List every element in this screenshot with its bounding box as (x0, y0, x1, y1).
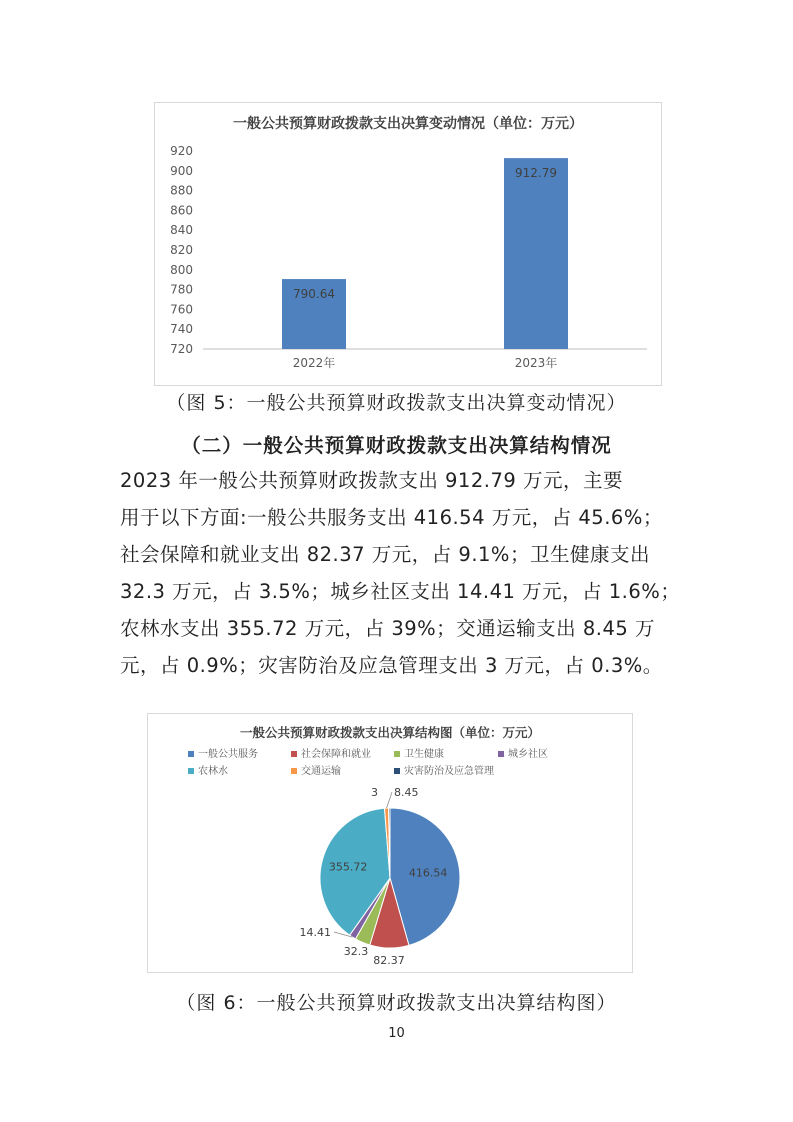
legend-swatch (498, 751, 504, 757)
paragraph-line: 社会保障和就业支出 82.37 万元，占 9.1%；卫生健康支出 (120, 543, 650, 566)
page-number: 10 (388, 1026, 405, 1041)
paragraph-line: 2023 年一般公共预算财政拨款支出 912.79 万元，主要 (120, 469, 623, 492)
legend-swatch (188, 768, 194, 774)
legend-label: 农林水 (198, 766, 228, 777)
figure-6-caption: （图 6：一般公共预算财政拨款支出决算结构图） (176, 992, 617, 1014)
bar-data-label: 790.64 (293, 287, 335, 302)
chart-title: 一般公共预算财政拨款支出决算结构图（单位：万元） (239, 725, 541, 740)
y-tick-label: 860 (170, 203, 193, 218)
x-tick-label: 2023年 (514, 356, 558, 370)
paragraph-line: 元，占 0.9%；灾害防治及应急管理支出 3 万元，占 0.3%。 (120, 654, 663, 677)
pie-data-label: 416.54 (408, 866, 448, 880)
legend-swatch (291, 751, 297, 757)
y-tick-label: 820 (170, 243, 193, 257)
figure-6-chart (147, 713, 633, 973)
pie-chart (148, 714, 632, 972)
bar-data-label: 912.79 (515, 166, 557, 181)
chart-title: 一般公共预算财政拨款支出决算变动情况（单位：万元） (233, 116, 583, 132)
bar (504, 158, 568, 349)
legend-label: 灾害防治及应急管理 (404, 766, 494, 777)
legend-swatch (394, 751, 400, 757)
x-tick-label: 2022年 (292, 356, 336, 370)
y-tick-label: 920 (170, 144, 193, 158)
pie-data-label: 32.3 (343, 945, 369, 958)
body-paragraph (120, 462, 680, 684)
figure-5-caption: （图 5：一般公共预算财政拨款支出决算变动情况） (166, 392, 627, 414)
legend-label: 一般公共服务 (198, 749, 258, 760)
y-tick-label: 740 (170, 322, 193, 337)
leader-line (387, 792, 392, 808)
section-heading: （二）一般公共预算财政拨款支出决算结构情况 (181, 434, 612, 457)
y-tick-label: 760 (170, 302, 193, 317)
legend-swatch (291, 768, 297, 774)
pie-data-label: 355.72 (328, 860, 368, 874)
figure-5-chart (154, 102, 662, 386)
pie-data-label: 14.41 (299, 926, 331, 939)
pie-data-label: 3 (371, 786, 378, 799)
y-tick-label: 720 (170, 342, 193, 356)
paragraph-line: 农林水支出 355.72 万元，占 39%；交通运输支出 8.45 万 (120, 617, 655, 640)
pie-data-label: 82.37 (373, 954, 405, 967)
paragraph-line: 用于以下方面:一般公共服务支出 416.54 万元，占 45.6%； (120, 506, 663, 529)
pie-data-label: 8.45 (394, 786, 419, 799)
y-tick-label: 780 (170, 282, 193, 297)
y-tick-label: 840 (170, 223, 193, 238)
y-tick-label: 880 (170, 183, 193, 198)
paragraph-line: 32.3 万元，占 3.5%；城乡社区支出 14.41 万元，占 1.6%； (120, 580, 681, 603)
legend-swatch (188, 751, 194, 757)
legend-label: 交通运输 (301, 766, 341, 777)
legend-swatch (394, 768, 400, 774)
bar-chart (155, 103, 661, 385)
legend-label: 城乡社区 (508, 749, 548, 760)
legend-label: 社会保障和就业 (301, 749, 371, 760)
y-tick-label: 900 (170, 163, 193, 178)
legend-label: 卫生健康 (404, 749, 444, 760)
y-tick-label: 800 (170, 262, 193, 277)
